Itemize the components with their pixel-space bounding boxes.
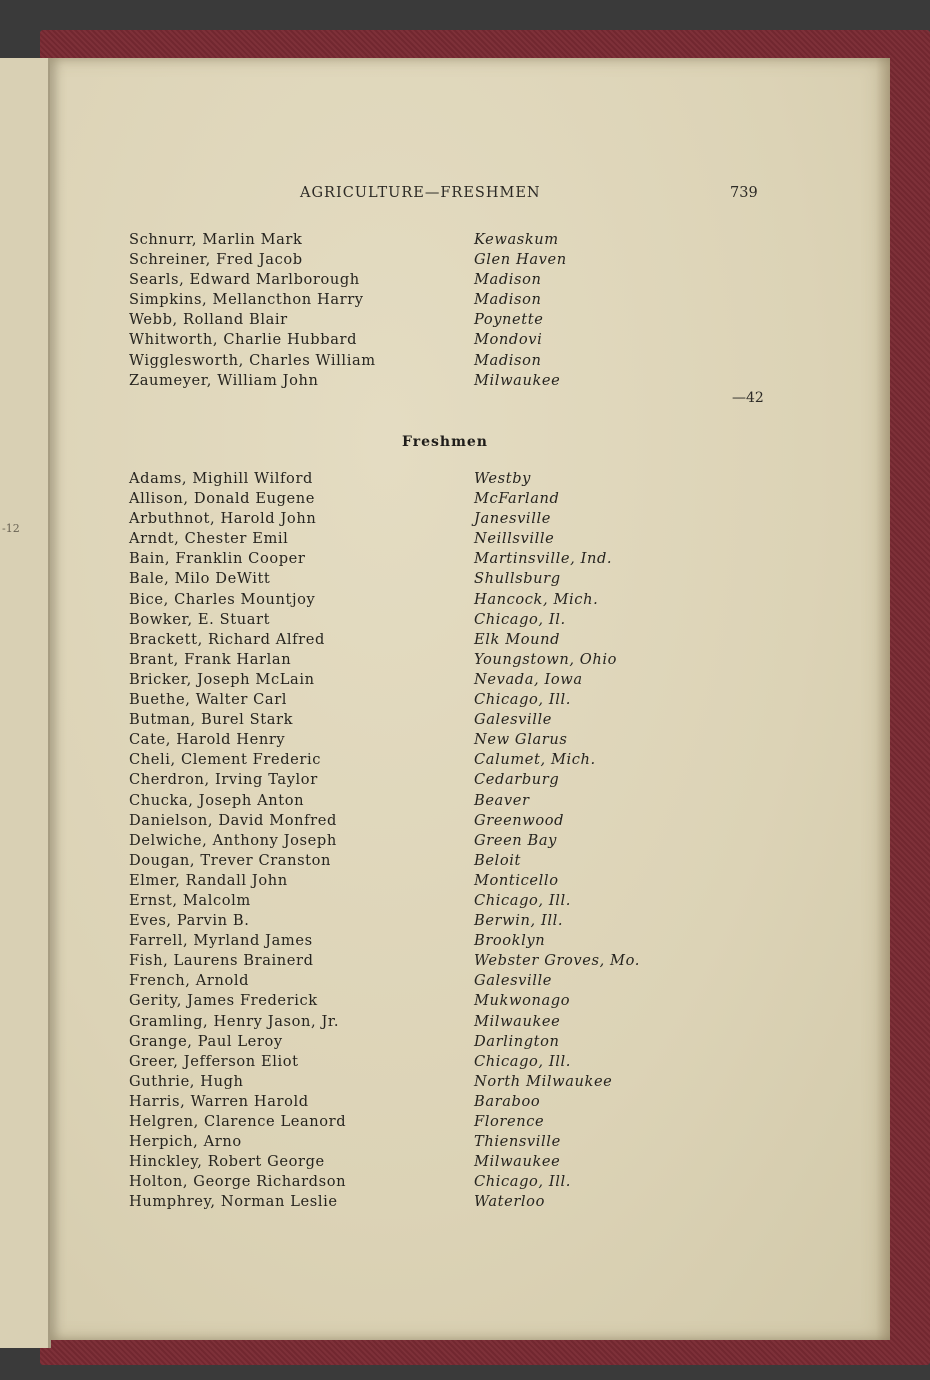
list-item bbox=[129, 891, 749, 911]
student-name: Gerity, James Frederick bbox=[129, 992, 318, 1010]
list-item bbox=[129, 851, 749, 871]
hometown: Baraboo bbox=[474, 1092, 541, 1110]
list-item bbox=[129, 951, 749, 971]
student-name: Cate, Harold Henry bbox=[129, 731, 286, 749]
hometown: Milwaukee bbox=[474, 371, 561, 389]
running-head: AGRICULTURE—FRESHMEN bbox=[300, 185, 541, 201]
student-name: Butman, Burel Stark bbox=[129, 711, 294, 729]
hometown: Brooklyn bbox=[474, 932, 546, 950]
student-name: Bricker, Joseph McLain bbox=[129, 670, 315, 688]
hometown: Nevada, Iowa bbox=[474, 670, 583, 688]
student-name: Eves, Parvin B. bbox=[129, 912, 250, 930]
list-item bbox=[129, 730, 749, 750]
student-name: Harris, Warren Harold bbox=[129, 1092, 309, 1110]
hometown: Beloit bbox=[474, 851, 521, 869]
hometown: Shullsburg bbox=[474, 570, 561, 588]
hometown: Elk Mound bbox=[474, 630, 561, 648]
list-item bbox=[129, 770, 749, 790]
list-item bbox=[129, 1072, 749, 1092]
student-name: Helgren, Clarence Leanord bbox=[129, 1113, 347, 1130]
hometown: Glen Haven bbox=[474, 251, 567, 269]
list-item bbox=[129, 469, 749, 489]
list-item bbox=[129, 310, 749, 330]
hometown: Chicago, Il. bbox=[474, 610, 566, 628]
list-item bbox=[129, 1092, 749, 1112]
list-item bbox=[129, 650, 749, 670]
list-item bbox=[129, 811, 749, 831]
list-item bbox=[129, 690, 749, 710]
section-title: Freshmen bbox=[402, 434, 488, 450]
student-name: Dougan, Trever Cranston bbox=[129, 851, 332, 869]
student-name: Elmer, Randall John bbox=[129, 871, 288, 889]
list-item bbox=[129, 371, 749, 391]
student-name: Farrell, Myrland James bbox=[129, 932, 313, 950]
list-item bbox=[129, 529, 749, 549]
hometown: Greenwood bbox=[474, 811, 565, 829]
hometown: Green Bay bbox=[474, 831, 558, 849]
list-item bbox=[129, 1052, 749, 1072]
list-item bbox=[129, 1132, 749, 1152]
list-item bbox=[129, 750, 749, 770]
hometown: Madison bbox=[474, 291, 542, 309]
hometown: Janesville bbox=[474, 510, 551, 528]
student-name: Hinckley, Robert George bbox=[129, 1153, 325, 1171]
hometown: Galesville bbox=[474, 972, 553, 990]
hometown: Hancock, Mich. bbox=[474, 590, 599, 608]
page-number: 739 bbox=[730, 185, 758, 201]
list-item bbox=[129, 1192, 749, 1212]
hometown: Thiensville bbox=[474, 1133, 561, 1151]
hometown: Webster Groves, Mo. bbox=[474, 952, 640, 970]
hometown: Youngstown, Ohio bbox=[474, 650, 618, 668]
hometown: Berwin, Ill. bbox=[474, 912, 564, 930]
list-item bbox=[129, 931, 749, 951]
hometown: Galesville bbox=[474, 711, 553, 729]
hometown: Madison bbox=[474, 271, 542, 289]
list-item bbox=[129, 290, 749, 310]
list-item bbox=[129, 1112, 749, 1132]
page-edge-shadow bbox=[876, 58, 890, 1340]
list-item bbox=[129, 710, 749, 730]
student-name: Brackett, Richard Alfred bbox=[129, 630, 325, 648]
list-item bbox=[129, 230, 749, 250]
hometown: North Milwaukee bbox=[474, 1072, 613, 1090]
student-name: Cheli, Clement Frederic bbox=[129, 751, 321, 769]
hometown: Martinsville, Ind. bbox=[474, 550, 613, 568]
student-name: Webb, Rolland Blair bbox=[129, 311, 288, 329]
hometown: Chicago, Ill. bbox=[474, 1173, 572, 1191]
hometown: New Glarus bbox=[474, 731, 568, 749]
student-name: Grange, Paul Leroy bbox=[129, 1032, 283, 1050]
book-page bbox=[50, 58, 890, 1340]
student-name: Bowker, E. Stuart bbox=[129, 610, 271, 628]
list-item bbox=[129, 1032, 749, 1052]
class-total: —42 bbox=[732, 390, 764, 406]
student-name: Bain, Franklin Cooper bbox=[129, 550, 306, 568]
student-name: Arndt, Chester Emil bbox=[129, 530, 289, 548]
list-item bbox=[129, 330, 749, 350]
hometown: Westby bbox=[474, 470, 531, 487]
freshmen-roster bbox=[129, 469, 749, 1212]
hometown: Florence bbox=[474, 1113, 545, 1130]
student-name: Searls, Edward Marlborough bbox=[129, 271, 360, 289]
list-item bbox=[129, 871, 749, 891]
hometown: Madison bbox=[474, 351, 542, 369]
student-name: Gramling, Henry Jason, Jr. bbox=[129, 1012, 340, 1030]
hometown: Chicago, Ill. bbox=[474, 1052, 572, 1070]
student-name: Wigglesworth, Charles William bbox=[129, 351, 376, 369]
hometown: Darlington bbox=[474, 1032, 560, 1050]
student-name: Holton, George Richardson bbox=[129, 1173, 347, 1191]
list-item bbox=[129, 791, 749, 811]
list-item bbox=[129, 1012, 749, 1032]
student-name: Simpkins, Mellancthon Harry bbox=[129, 291, 364, 309]
student-name: Cherdron, Irving Taylor bbox=[129, 771, 318, 789]
list-item bbox=[129, 630, 749, 650]
hometown: Poynette bbox=[474, 311, 544, 329]
hometown: Chicago, Ill. bbox=[474, 691, 572, 709]
list-item bbox=[129, 1152, 749, 1172]
hometown: Chicago, Ill. bbox=[474, 891, 572, 909]
student-name: Schnurr, Marlin Mark bbox=[129, 231, 303, 248]
list-item bbox=[129, 991, 749, 1011]
hometown: Neillsville bbox=[474, 530, 555, 548]
hometown: Monticello bbox=[474, 871, 559, 889]
student-name: Greer, Jefferson Eliot bbox=[129, 1052, 299, 1070]
hometown: Milwaukee bbox=[474, 1153, 561, 1171]
previous-page-edge bbox=[0, 58, 51, 1348]
continued-roster bbox=[129, 230, 749, 391]
list-item bbox=[129, 489, 749, 509]
student-name: Buethe, Walter Carl bbox=[129, 691, 288, 709]
list-item bbox=[129, 509, 749, 529]
list-item bbox=[129, 670, 749, 690]
student-name: Zaumeyer, William John bbox=[129, 371, 319, 389]
hometown: Kewaskum bbox=[474, 231, 559, 248]
student-name: Arbuthnot, Harold John bbox=[129, 510, 317, 528]
margin-mark: -12 bbox=[2, 522, 20, 535]
student-name: Adams, Mighill Wilford bbox=[129, 470, 313, 487]
student-name: Danielson, David Monfred bbox=[129, 811, 337, 829]
list-item bbox=[129, 270, 749, 290]
student-name: Humphrey, Norman Leslie bbox=[129, 1193, 338, 1211]
hometown: Beaver bbox=[474, 791, 530, 809]
student-name: Fish, Laurens Brainerd bbox=[129, 952, 314, 970]
student-name: Allison, Donald Eugene bbox=[129, 490, 315, 508]
list-item bbox=[129, 610, 749, 630]
list-item bbox=[129, 590, 749, 610]
list-item bbox=[129, 911, 749, 931]
hometown: McFarland bbox=[474, 490, 560, 508]
list-item bbox=[129, 569, 749, 589]
student-name: Ernst, Malcolm bbox=[129, 891, 251, 909]
hometown: Cedarburg bbox=[474, 771, 560, 789]
list-item bbox=[129, 250, 749, 270]
student-name: Bale, Milo DeWitt bbox=[129, 570, 271, 588]
student-name: Brant, Frank Harlan bbox=[129, 650, 292, 668]
student-name: Bice, Charles Mountjoy bbox=[129, 590, 316, 608]
list-item bbox=[129, 351, 749, 371]
student-name: French, Arnold bbox=[129, 972, 250, 990]
list-item bbox=[129, 549, 749, 569]
hometown: Waterloo bbox=[474, 1193, 545, 1211]
list-item bbox=[129, 831, 749, 851]
list-item bbox=[129, 971, 749, 991]
student-name: Delwiche, Anthony Joseph bbox=[129, 831, 337, 849]
list-item bbox=[129, 1172, 749, 1192]
student-name: Guthrie, Hugh bbox=[129, 1072, 244, 1090]
hometown: Calumet, Mich. bbox=[474, 751, 596, 769]
student-name: Herpich, Arno bbox=[129, 1133, 242, 1151]
student-name: Schreiner, Fred Jacob bbox=[129, 251, 303, 269]
hometown: Milwaukee bbox=[474, 1012, 561, 1030]
student-name: Whitworth, Charlie Hubbard bbox=[129, 331, 358, 349]
student-name: Chucka, Joseph Anton bbox=[129, 791, 305, 809]
hometown: Mondovi bbox=[474, 331, 543, 349]
hometown: Mukwonago bbox=[474, 992, 571, 1010]
